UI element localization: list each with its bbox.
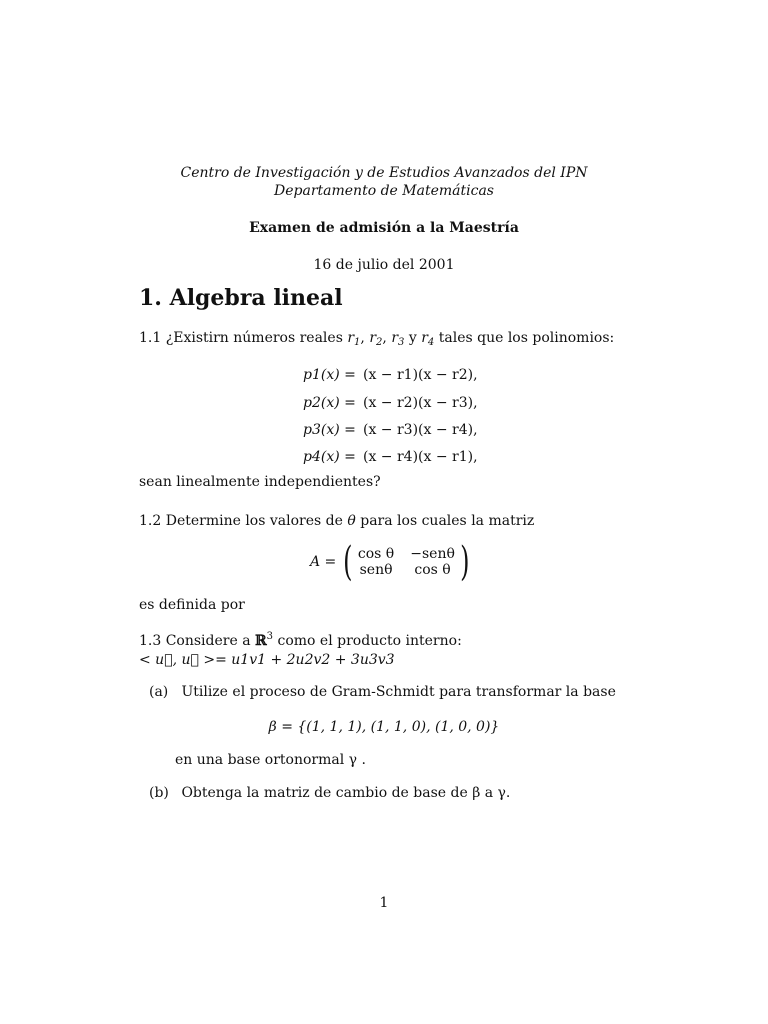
matrix-cell: cos θ	[414, 562, 451, 578]
exam-title: Examen de admisión a la Maestría	[249, 220, 519, 236]
left-paren: (	[343, 539, 353, 585]
equation-p4: p4(x) = (x − r4)(x − r1),	[303, 449, 478, 465]
equation-p2: p2(x) = (x − r2)(x − r3),	[303, 395, 478, 411]
matrix-a	[310, 539, 473, 585]
item-a-label: (a)	[149, 684, 169, 700]
problem-1-1-and: y	[408, 330, 417, 346]
real-space-symbol: ℝ	[255, 633, 267, 649]
item-a-after: en una base ortonormal γ .	[175, 752, 366, 768]
equation-p3: p3(x) = (x − r3)(x − r4),	[303, 422, 478, 438]
equation-p1: p1(x) = (x − r1)(x − r2),	[303, 367, 478, 383]
item-b-text: Obtenga la matriz de cambio de base de β a γ.	[181, 785, 511, 801]
right-paren: )	[460, 539, 470, 585]
exam-date: 16 de julio del 2001	[313, 257, 455, 273]
problem-1-3-statement: 1.3 Considere a ℝ$^3$ como el producto interno:	[139, 631, 462, 649]
matrix-grid	[356, 546, 457, 578]
item-b	[149, 785, 510, 801]
item-a-text: Utilize el proceso de Gram-Schmidt para transformar la base	[181, 684, 616, 700]
problem-1-1-outro: sean linealmente independientes?	[139, 474, 381, 490]
problem-1-2-statement: 1.2 Determine los valores de θ para los cuales la matriz	[139, 513, 535, 529]
matrix-cell: −senθ	[410, 546, 455, 562]
problem-1-1-intro: 1.1 ¿Existirn números reales	[139, 330, 343, 346]
basis-beta: β = {(1, 1, 1), (1, 1, 0), (1, 0, 0)}	[268, 719, 500, 735]
problem-1-1-tail: tales que los polinomios:	[438, 330, 615, 346]
item-a	[149, 684, 616, 700]
page-number: 1	[379, 895, 389, 911]
inner-product-definition: < u⃗, u⃗ >= u1v1 + 2u2v2 + 3u3v3	[139, 652, 395, 668]
problem-1-1-statement: 1.1 ¿Existirn números reales $r_1$, $r_2$, $r_3$ y $r_4$ tales que los polinomios:	[139, 330, 615, 348]
section-title: 1. Algebra lineal	[139, 285, 343, 311]
department-name: Departamento de Matemáticas	[274, 183, 494, 199]
matrix-cell: senθ	[359, 562, 393, 578]
matrix-lhs: A =	[310, 554, 337, 570]
item-b-label: (b)	[149, 785, 169, 801]
matrix-cell: cos θ	[357, 546, 395, 562]
institution-name: Centro de Investigación y de Estudios Avanzados del IPN	[180, 165, 588, 181]
problem-1-2-outro: es definida por	[139, 597, 245, 613]
